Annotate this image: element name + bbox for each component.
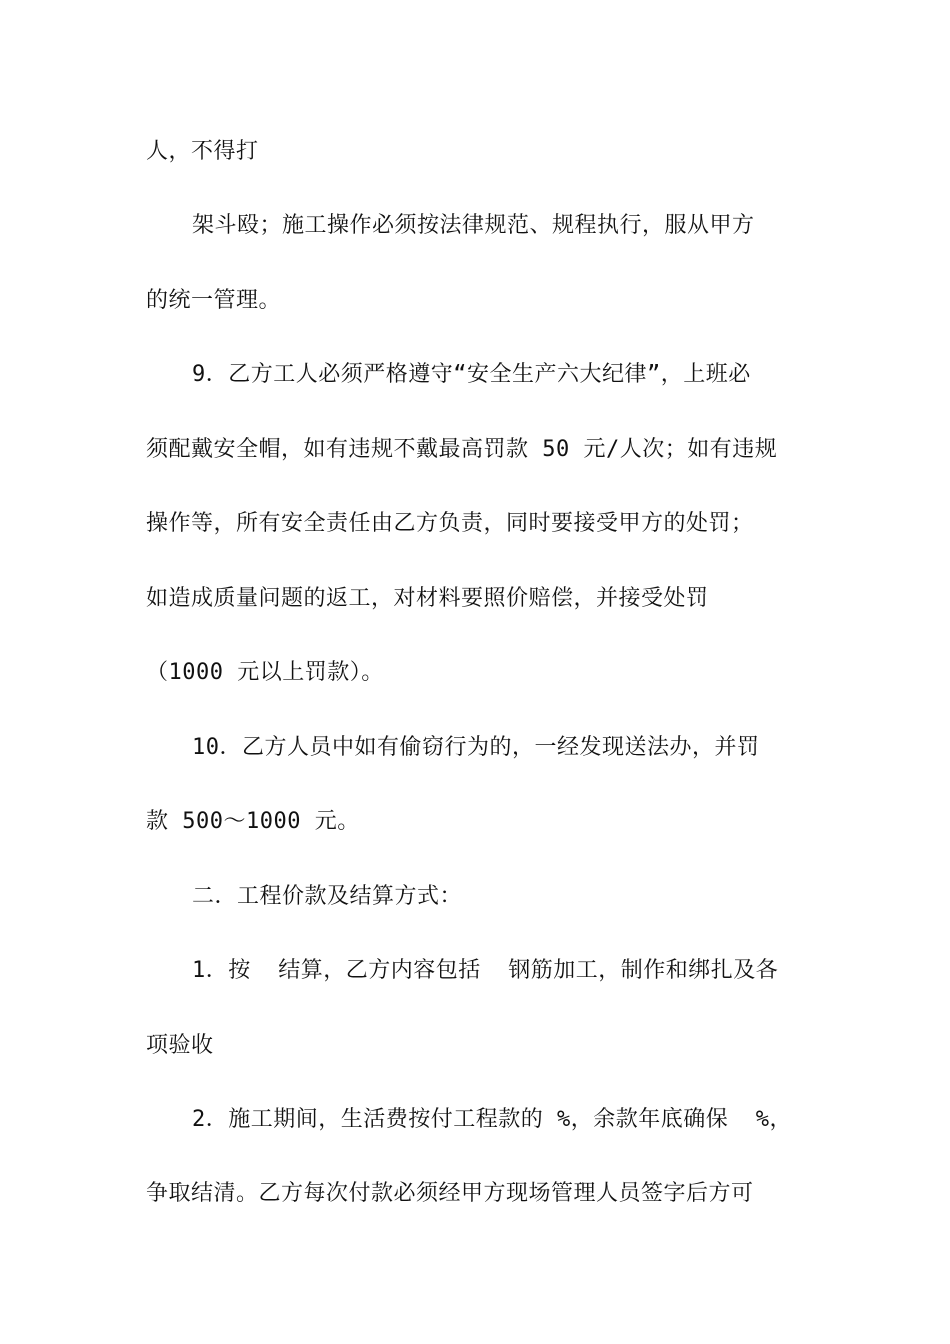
text-line-12: 1．按 结算，乙方内容包括 钢筋加工，制作和绑扎及各 — [192, 958, 779, 983]
text-line-2: 架斗殴；施工操作必须按法律规范、规程执行，服从甲方 — [192, 213, 755, 238]
text-line-1: 人，不得打 — [146, 139, 259, 164]
text-line-14: 2．施工期间，生活费按付工程款的 %，余款年底确保 %， — [192, 1107, 792, 1132]
text-line-5: 须配戴安全帽，如有违规不戴最高罚款 50 元/人次；如有违规 — [146, 437, 778, 462]
text-line-13: 项验收 — [146, 1033, 214, 1058]
text-line-8: （1000 元以上罚款）。 — [146, 660, 384, 685]
text-line-9: 10．乙方人员中如有偷窃行为的，一经发现送法办，并罚 — [192, 735, 760, 760]
text-line-7: 如造成质量问题的返工，对材料要照价赔偿，并接受处罚 — [146, 586, 709, 611]
text-line-15: 争取结清。乙方每次付款必须经甲方现场管理人员签字后方可 — [146, 1181, 754, 1206]
text-line-10: 款 500～1000 元。 — [146, 809, 360, 834]
text-line-6: 操作等，所有安全责任由乙方负责，同时要接受甲方的处罚； — [146, 511, 754, 536]
text-line-11: 二．工程价款及结算方式： — [192, 884, 463, 909]
text-line-3: 的统一管理。 — [146, 288, 282, 313]
text-line-4: 9．乙方工人必须严格遵守“安全生产六大纪律”，上班必 — [192, 362, 751, 387]
